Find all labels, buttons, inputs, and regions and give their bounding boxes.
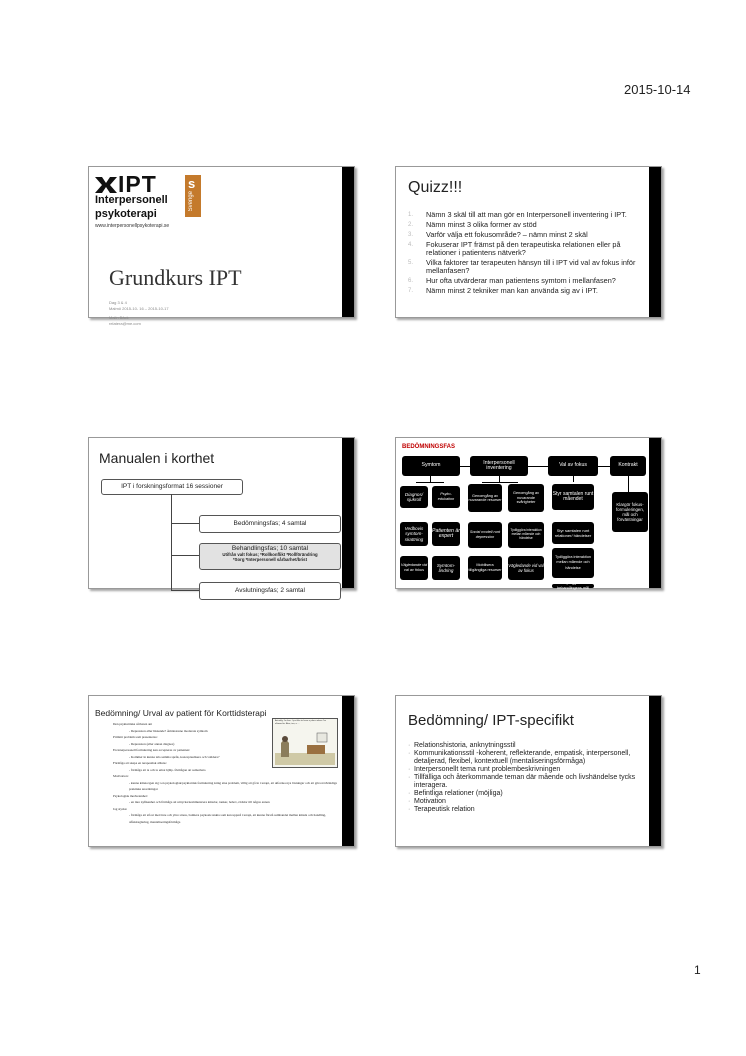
flow-connector: [573, 476, 574, 482]
slide-side-bar: [649, 438, 661, 588]
slide1-sub: Malmö 2015-10- 16 – 2015-10-17: [109, 306, 169, 311]
slide1-title: Grundkurs IPT: [109, 265, 242, 290]
slide6-title: Bedömning/ IPT-specifikt: [408, 712, 574, 729]
slide3-title: Manualen i korthet: [99, 450, 215, 466]
flow-box: Psyko-edukation: [432, 486, 460, 508]
text-line: - Kommer in kunna tala samma språk, konceptualisera och validera?: [129, 754, 220, 759]
list-item: 7. Nämn minst 2 tekniker man kan använda sig av i IPT.: [408, 286, 598, 295]
connector: [171, 555, 199, 556]
slide-title: [88, 166, 355, 326]
flow-box: Genomgång av nuvarande svårigheter: [508, 484, 544, 512]
flow-box: Tydliggöra interaktion mellan mående och händelse: [552, 548, 594, 578]
slide-patient-selection: [88, 695, 355, 847]
text-line: Förmåga att skapa en terapeutisk allians:: [113, 761, 167, 765]
flow-box-contract: Kontrakt: [610, 456, 646, 476]
list-item: · Motivation: [408, 798, 648, 806]
flow-box: Patienten är expert: [432, 522, 460, 546]
slide-side-bar: [342, 696, 354, 846]
flow-box: Vedbovis symtom-skattning: [400, 522, 428, 546]
slide-manual: [88, 437, 355, 594]
flow-box: Diagnos/ sjukroll: [400, 486, 428, 508]
text-line: - förmåga att ta och ta emot hjälp. förmågan att samarbeta: [129, 767, 206, 772]
logo-line2: psykoterapi: [95, 208, 157, 220]
phase-assessment-box: Bedömningsfas; 4 samtal: [199, 515, 341, 533]
flow-arrow: [460, 466, 470, 467]
flow-box: Klargör fokus-formuleringen, mål och förväntningar: [612, 492, 648, 532]
slide1-sub: Malin Bäck: [109, 315, 129, 320]
page-number: 1: [694, 963, 701, 977]
flow-connector: [416, 482, 444, 483]
text-line: - Depression eller liknande? Ämnistonne moderata symtom: [129, 728, 208, 733]
slide-quiz: [395, 166, 662, 318]
logo-x-icon: [95, 177, 117, 193]
flow-box-symtom: Symtom: [402, 456, 460, 476]
connector: [171, 523, 199, 524]
flow-arrow: [528, 466, 548, 467]
logo-sverige-tag: [185, 175, 201, 217]
list-item: · Interpersonellt tema runt problembeskrivningen: [408, 766, 648, 774]
logo-ipt: IPT: [118, 171, 157, 197]
list-item: 6. Hur ofta utvärderar man patientens symtom i mellanfasen?: [408, 276, 616, 285]
slide2-title: Quizz!!!: [408, 179, 463, 196]
slide5-title: Bedömning/ Urval av patient för Korttidsterapi: [95, 708, 267, 718]
text-line: En interpersonell formulering kan accepteras av patienten:: [113, 748, 191, 752]
flow-box: Styr samtalen runt relationer/ händelser: [552, 522, 594, 544]
flow-connector: [482, 482, 518, 483]
slide-side-bar: [342, 438, 354, 588]
quiz-list: [408, 211, 643, 297]
logo-url: www.interpersonellpsykoterapi.se: [95, 223, 170, 229]
list-item: · Tillfälliga och återkommande teman där mående och livshändelse tycks interagera.: [408, 774, 648, 790]
text-line: Den psykiatriska sårbaren ant: [113, 722, 153, 726]
text-line: Primärt problem som presenteras:: [113, 735, 158, 739]
flow-box: Tydliggöra interaktion mellan mående och händelse: [508, 522, 544, 548]
text-line: - Depression (eller annan diagnos): [129, 741, 175, 746]
text-line: - kunna känna igen sig i en psykologisk/psykiatrisk formulering kring sina problem, villig att gå in i terapi, att utforska nya lösningar och att göra nödvändiga praktiska anordningar: [129, 780, 337, 791]
slide1-sub: Dag 3 & 4: [109, 300, 127, 305]
slide-side-bar: [342, 167, 354, 317]
text-line: Psykologisk medvetenhet:: [113, 793, 148, 798]
manual-root-box: IPT i forskningsformat 16 sessioner: [101, 479, 243, 495]
slide1-sub: relatera@me.com: [109, 321, 141, 326]
logo-s: s: [188, 176, 196, 191]
text-line: - en inre nyfikenhet och förmåga att uttrycka/kommunicera känslor, tankar, behov, rädslor till någon annan: [129, 800, 270, 804]
text-line: - förmåga att stå ut med inre och yttre stress, bamiera psykosk tankta som kan uppstå i terapi, att kunna förstå sambandet mellan känsla och handling, affektreglering, mentaliseringsförmåga: [129, 813, 327, 824]
flow-box: Styr samtalen runt måendet: [552, 484, 594, 510]
list-item: 4. Fokuserar IPT främst på den terapeutiska relationen eller på relationer i patientens nätverk?: [408, 240, 621, 257]
list-item: · Kommunikationsstil -koherent, reflekterande, empatisk, interpersonell, detaljerad, flexibel, kontextuell (mentaliseringsförmåga): [408, 750, 648, 766]
slide-side-bar: [649, 167, 661, 317]
flow-box: Mobilisera tillgängliga resurser: [468, 556, 502, 580]
phase-treatment-box: Behandlingsfas; 10 samtal Utifrån valt fokus; *Rollkonflikt *Rollförändring *Sorg *Interpersonell sårbarhet/brist: [199, 543, 341, 570]
cartoon-caption: Actually, I'm fine. I just like to have a place where I'm allowed to. Also, too, a ...: [275, 720, 326, 725]
list-item: 3. Varför välja ett fokusområde? – nämn minst 2 skäl: [408, 230, 588, 239]
slide5-body: [113, 721, 338, 825]
flow-box: Social modell runt depression: [468, 522, 502, 548]
list-item: · Relationshistoria, anknytningsstil: [408, 742, 648, 750]
connector: [171, 494, 172, 590]
slide-ipt-specific: [395, 695, 662, 847]
ipt-specific-list: [408, 742, 648, 814]
flow-box-focus: Val av fokus: [548, 456, 598, 476]
flow-box: Tydliggöra behandlingens mål: [552, 584, 594, 588]
phase-ending-box: Avslutningsfas; 2 samtal: [199, 582, 341, 600]
flow-box: Genomgång av nuvarande resurser: [468, 484, 502, 512]
logo-sverige: Sverige: [188, 191, 194, 212]
list-item: 5. Vilka faktorer tar terapeuten hänsyn till i IPT vid val av fokus inför mellanfasen?: [408, 258, 636, 275]
flow-box-inventory: Interpersonell inventering: [470, 456, 528, 476]
flow-arrow: [598, 466, 610, 467]
logo-line1: Interpersonell: [95, 194, 168, 206]
slide-assessment-flow: [395, 437, 662, 589]
connector: [171, 590, 199, 591]
flow-box: Symtom-lindring: [432, 556, 460, 580]
list-item: 2. Nämn minst 3 olika former av stöd: [408, 220, 537, 229]
slide-side-bar: [649, 696, 661, 846]
flow-box: Vägledande vid val av fokus: [400, 556, 428, 580]
list-item: 1. Nämn 3 skäl till att man gör en Interpersonell inventering i IPT.: [408, 210, 627, 219]
header-date: 2015-10-14: [624, 82, 691, 97]
flow-title: BEDÖMNINGSFAS: [402, 444, 456, 450]
list-item: · Terapeutisk relation: [408, 806, 648, 814]
text-line: Jag styrka:: [113, 806, 128, 811]
list-item: · Befintliga relationer (möjliga): [408, 790, 648, 798]
flow-connector: [628, 476, 629, 492]
text-line: Motivation:: [113, 774, 129, 778]
flow-box: Vägledande vid val av fokus: [508, 556, 544, 580]
